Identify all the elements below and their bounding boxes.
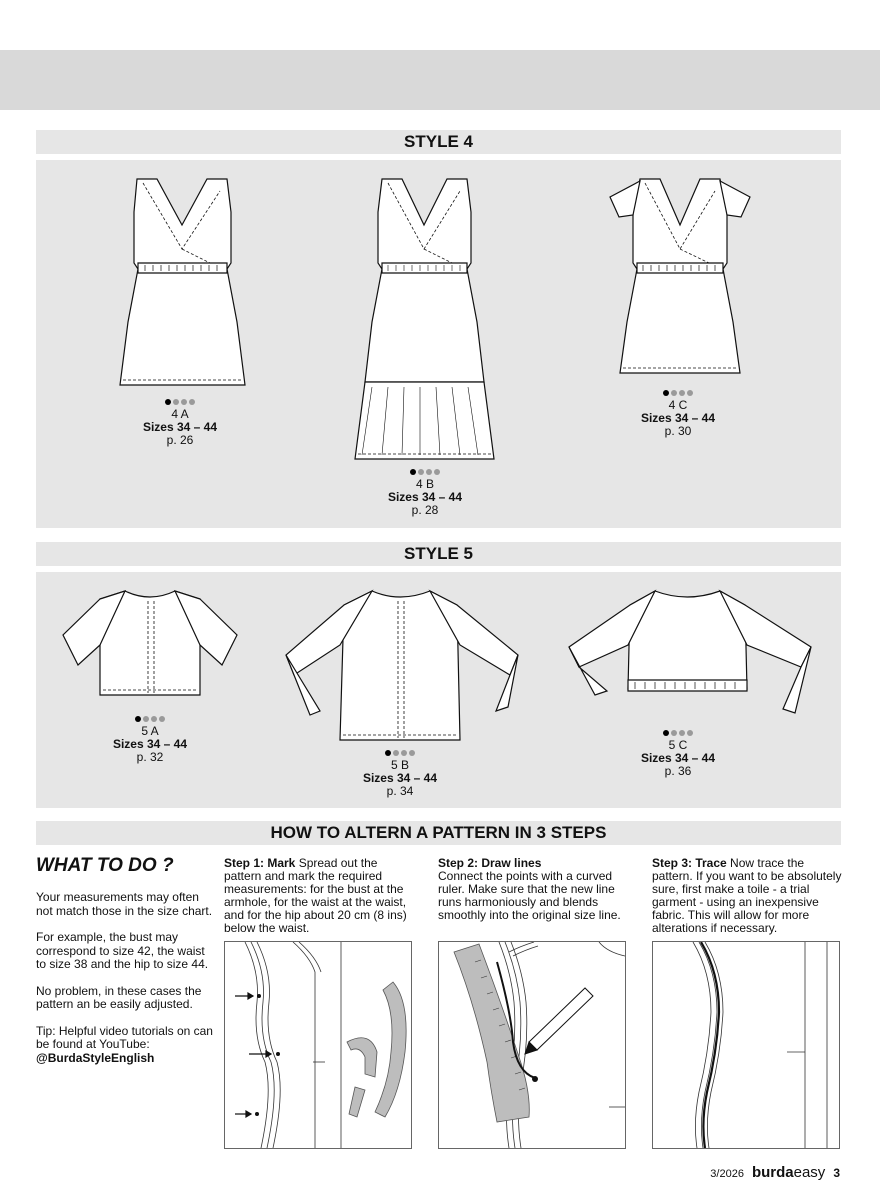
howto-title: HOW TO ALTERN A PATTERN IN 3 STEPS: [36, 821, 841, 845]
tip-text: Tip: Helpful video tutorials on can be found at YouTube:: [36, 1023, 213, 1051]
step-3-text: [652, 857, 842, 935]
item-5c-caption: [620, 726, 736, 778]
step-1-text: [224, 857, 414, 935]
style5-title: STYLE 5: [36, 542, 841, 566]
item-page: p. 26: [166, 433, 194, 447]
difficulty-dots: [385, 750, 415, 756]
what-to-do-heading: WHAT TO DO ?: [36, 855, 174, 876]
dress-4b-drawing: [352, 177, 497, 462]
item-code: 5 B: [390, 758, 409, 772]
item-sizes: Sizes 34 – 44: [640, 751, 716, 765]
item-page: p. 34: [386, 784, 414, 798]
item-4a-caption: [125, 395, 235, 447]
blouse-5b-drawing: [282, 585, 522, 745]
step-1-body: Spread out the pattern and mark the required measurements: for the bust at the armhole, for the waist at the waist, and for the hip about 20 cm (8 ins) below the waist.: [224, 856, 407, 935]
item-sizes: Sizes 34 – 44: [640, 411, 716, 425]
item-4c-caption: [620, 386, 736, 438]
step-3-label: Step 3: Trace: [652, 856, 727, 870]
what-to-do-section: [36, 855, 216, 1065]
issue-number: 3/2026: [710, 1168, 744, 1180]
item-4b-caption: [365, 465, 485, 517]
difficulty-dots: [410, 469, 440, 475]
item-sizes: Sizes 34 – 44: [387, 490, 463, 504]
item-sizes: Sizes 34 – 44: [112, 737, 188, 751]
item-5b-caption: [340, 746, 460, 798]
item-code: 4 C: [668, 398, 688, 412]
page-footer: [710, 1164, 840, 1181]
step-2-label: Step 2: Draw lines: [438, 856, 542, 870]
item-page: p. 32: [136, 750, 164, 764]
youtube-handle[interactable]: @BurdaStyleEnglish: [36, 1050, 155, 1065]
dress-4c-drawing: [605, 177, 755, 377]
item-page: p. 30: [664, 424, 692, 438]
step-1-illustration: [224, 941, 412, 1149]
item-page: p. 36: [664, 764, 692, 778]
what-to-do-p3: No problem, in these cases the pattern an be easily adjusted.: [36, 983, 202, 1011]
item-sizes: Sizes 34 – 44: [142, 420, 218, 434]
difficulty-dots: [663, 730, 693, 736]
difficulty-dots: [135, 716, 165, 722]
what-to-do-p1: Your measurements may often not match those in the size chart.: [36, 890, 213, 918]
top-5c-drawing: [565, 585, 815, 725]
what-to-do-p2: For example, the bust may correspond to size 42, the waist to size 38 and the hip to size 44.: [36, 930, 209, 971]
item-sizes: Sizes 34 – 44: [362, 771, 438, 785]
step-3-body: Now trace the pattern. If you want to be absolutely sure, first make a toile - a trial garment - using an inexpensive fabric. This will allow for more alterations if necessary.: [652, 856, 842, 935]
step-3-illustration: [652, 941, 840, 1149]
item-code: 5 C: [668, 738, 688, 752]
page-number: 3: [833, 1166, 840, 1180]
style4-title: STYLE 4: [36, 130, 841, 154]
item-code: 5 A: [141, 724, 159, 738]
step-2-illustration: [438, 941, 626, 1149]
step-2-text: [438, 857, 628, 922]
step-2-body: Connect the points with a curved ruler. Make sure that the new line runs harmoniously and blends smoothly into the original size line.: [438, 869, 621, 922]
what-to-do-p4: [36, 1025, 216, 1066]
item-code: 4 A: [171, 407, 189, 421]
blouse-5a-drawing: [60, 585, 240, 700]
brand-bold: burda: [751, 1164, 794, 1181]
item-code: 4 B: [415, 477, 434, 491]
brand-logo: [752, 1164, 825, 1181]
difficulty-dots: [165, 399, 195, 405]
top-band: [0, 50, 880, 110]
item-5a-caption: [95, 712, 205, 764]
dress-4a-drawing: [115, 177, 250, 389]
step-1-label: Step 1: Mark: [224, 856, 296, 870]
brand-thin: easy: [793, 1164, 826, 1181]
item-page: p. 28: [411, 503, 439, 517]
difficulty-dots: [663, 390, 693, 396]
